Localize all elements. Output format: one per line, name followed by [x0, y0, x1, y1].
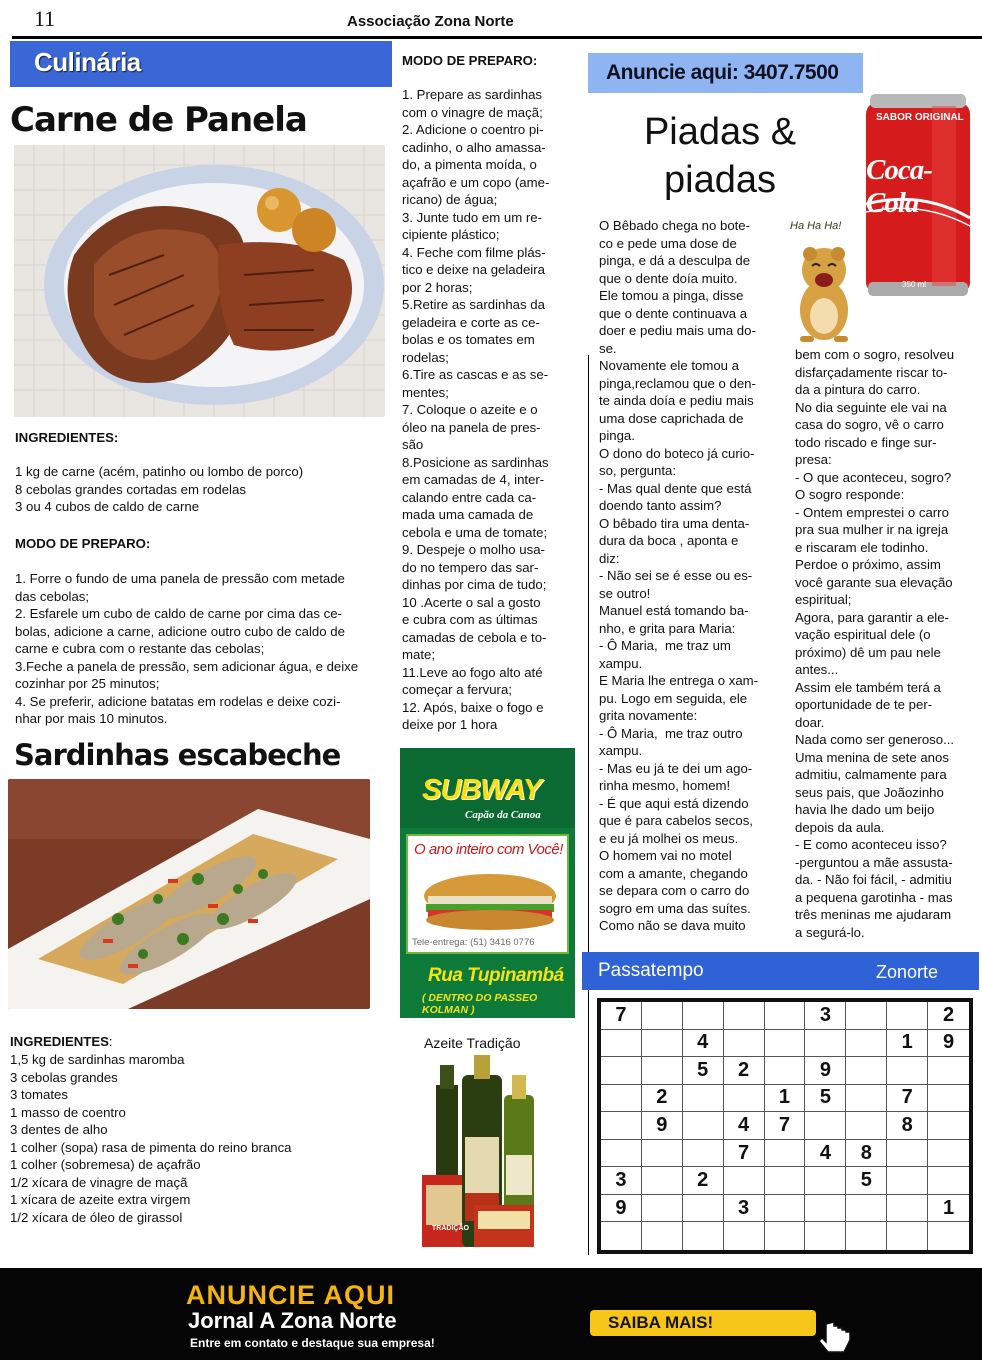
- sudoku-cell[interactable]: 2: [724, 1057, 765, 1085]
- sudoku-cell[interactable]: [928, 1057, 969, 1085]
- sudoku-cell[interactable]: [683, 1112, 724, 1140]
- sudoku-cell[interactable]: [846, 1085, 887, 1113]
- jokes-title: Piadas & piadas: [643, 111, 797, 201]
- sudoku-cell[interactable]: [928, 1085, 969, 1113]
- sudoku-cell[interactable]: [683, 1085, 724, 1113]
- sudoku-cell[interactable]: 7: [601, 1002, 642, 1030]
- ingredients-list-2: 1,5 kg de sardinhas maromba 3 cebolas grandes 3 tomates 1 masso de coentro 3 dentes de alho 1 colher (sopa) rasa de pimenta do reino branca 1 colher (sobremesa) de açafrão 1/2 xícara de vinagre de maçã 1 xícara de azeite extra virgem 1/2 xícara de óleo de girassol: [10, 1052, 292, 1225]
- sudoku-cell[interactable]: [642, 1002, 683, 1030]
- sudoku-cell[interactable]: 1: [928, 1195, 969, 1223]
- sudoku-cell[interactable]: [887, 1195, 928, 1223]
- sudoku-cell[interactable]: 2: [683, 1167, 724, 1195]
- sudoku-cell[interactable]: 7: [887, 1085, 928, 1113]
- sudoku-cell[interactable]: [928, 1112, 969, 1140]
- coke-brand: Coca-Cola: [866, 154, 932, 219]
- sudoku-cell[interactable]: [601, 1222, 642, 1250]
- azeite-caption: Azeite Tradição: [424, 1035, 521, 1051]
- sudoku-cell[interactable]: [601, 1140, 642, 1168]
- sudoku-cell[interactable]: [683, 1222, 724, 1250]
- azeite-label: TRADIÇÃO: [432, 1225, 469, 1232]
- hamster-bubble: Ha Ha Ha!: [790, 220, 842, 232]
- sudoku-cell[interactable]: [601, 1057, 642, 1085]
- sudoku-cell[interactable]: 9: [805, 1057, 846, 1085]
- sudoku-cell[interactable]: 3: [601, 1167, 642, 1195]
- sudoku-cell[interactable]: [724, 1167, 765, 1195]
- header-rule: [12, 36, 982, 39]
- sudoku-cell[interactable]: 4: [805, 1140, 846, 1168]
- sudoku-cell[interactable]: [724, 1085, 765, 1113]
- sudoku-cell[interactable]: [928, 1140, 969, 1168]
- sudoku-cell[interactable]: [642, 1030, 683, 1058]
- sudoku-cell[interactable]: 8: [846, 1140, 887, 1168]
- sudoku-cell[interactable]: [642, 1167, 683, 1195]
- azeite-image[interactable]: [416, 1055, 548, 1255]
- jokes-column-1: O Bêbado chega no bote- co e pede uma dose de pinga, e dá a desculpa de que o dente doía muito. Ele tomou a pinga, disse que o dente continuava a doer e pediu mais uma do- se. Novamente ele tomou a pinga,reclamou que o den- te ainda doía e pediu mais uma dose caprichada de pinga. O dono do boteco já curio- so, pergunta: - Mas qual dente que está doendo tanto assim? O bêbado tira uma denta- dura da boca , aponta e diz: - Não sei se é esse ou es- se outro! Manuel está tomando ba- nho, e grita para Maria: - Ô Maria, me traz um xampu. E Maria lhe entrega o xam- pu. Logo em seguida, ele grita novamente: - Ô Maria, me traz outro xampu. - Mas eu já te dei um ago- rinha mesmo, homem! - É que aqui está dizendo que é para cabelos secos, e eu já molhei os meus. O homem vai no motel com a amante, chegando se depara com o carro do sogro em uma das suítes. Como não se dava muito: [599, 218, 759, 933]
- sudoku-cell[interactable]: [887, 1140, 928, 1168]
- coke-volume: 350 ml: [902, 280, 927, 289]
- sudoku-cell[interactable]: [765, 1002, 806, 1030]
- sudoku-cell[interactable]: [683, 1140, 724, 1168]
- sandwich-icon: [420, 866, 560, 936]
- sudoku-cell[interactable]: 9: [928, 1030, 969, 1058]
- sudoku-cell[interactable]: [724, 1222, 765, 1250]
- sudoku-cell[interactable]: [928, 1167, 969, 1195]
- sudoku-cell[interactable]: [642, 1057, 683, 1085]
- sudoku-cell[interactable]: 3: [724, 1195, 765, 1223]
- sudoku-cell[interactable]: 9: [642, 1112, 683, 1140]
- sudoku-cell[interactable]: 8: [887, 1112, 928, 1140]
- ingredients-heading-2-label: INGREDIENTES: [10, 1034, 109, 1049]
- section-header-culinaria: [10, 41, 392, 87]
- sudoku-cell[interactable]: [805, 1195, 846, 1223]
- recipe-title-carne: Carne de Panela: [10, 100, 307, 140]
- recipe-title-sardinhas: Sardinhas escabeche: [14, 738, 341, 772]
- jokes-column-2: bem com o sogro, resolveu disfarçadamente riscar to- da a pintura do carro. No dia seguinte ele vai na casa do sogro, vê o carro todo riscado e finge sur- presa: - O que aconteceu, sogro? O sogro responde: - Ontem emprestei o carro pra sua mulher ir na igreja e riscaram ele todinho. Perdoe o próximo, assim você garante sua elevação espiritual; Agora, para garantir a ele- vação espiritual dele (o próximo) dê um pau nele antes... Assim ele também terá a oportunidade de te per- doar. Nada como ser generoso... Uma menina de sete anos admitiu, calmamente para seus pais, que Joãozinho havia lhe dado um beijo depois da aula. - E como aconteceu isso? -perguntou a mãe assusta- da. - Não foi fácil, - admitiu a pequena garotinha - mas três meninas me ajudaram a segurá-lo.: [795, 347, 955, 940]
- sudoku-cell[interactable]: [683, 1195, 724, 1223]
- sudoku-cell[interactable]: 9: [601, 1195, 642, 1223]
- ingredients-heading-2: INGREDIENTES:: [10, 1034, 113, 1049]
- publication-name: Associação Zona Norte: [347, 13, 514, 30]
- sudoku-cell[interactable]: [846, 1222, 887, 1250]
- method-steps: 1. Forre o fundo de uma panela de pressão com metade das cebolas; 2. Esfarele um cubo de caldo de carne por cima das ce- bolas, adicione a carne, adicione outro cubo de caldo de carne e cubra com o restante das cebolas; 3.Feche a panela de pressão, sem adicionar água, e deixe cozinhar por 25 minutos; 4. Se preferir, adicione batatas em rodelas e deixe cozi- nhar por mais 10 minutos.: [15, 571, 359, 726]
- sudoku-cell[interactable]: [765, 1222, 806, 1250]
- passatempo-brand: Zonorte: [876, 962, 939, 982]
- page-number: 11: [34, 6, 56, 31]
- sudoku-cell[interactable]: [601, 1112, 642, 1140]
- sudoku-cell[interactable]: [765, 1140, 806, 1168]
- sudoku-cell[interactable]: [765, 1195, 806, 1223]
- footer-headline: ANUNCIE AQUI: [186, 1280, 396, 1310]
- sudoku-cell[interactable]: 2: [642, 1085, 683, 1113]
- sudoku-cell[interactable]: [724, 1002, 765, 1030]
- sudoku-cell[interactable]: [683, 1002, 724, 1030]
- sudoku-cell[interactable]: 5: [846, 1167, 887, 1195]
- passatempo-title: Passatempo: [598, 960, 704, 981]
- passatempo-header: [582, 952, 979, 990]
- sudoku-cell[interactable]: [601, 1085, 642, 1113]
- sudoku-cell[interactable]: [846, 1057, 887, 1085]
- sudoku-cell[interactable]: [642, 1195, 683, 1223]
- sudoku-cell[interactable]: [887, 1057, 928, 1085]
- coke-can-image: [862, 92, 974, 302]
- subway-phone: Tele-entrega: (51) 3416 0776: [412, 937, 535, 948]
- sudoku-cell[interactable]: 1: [887, 1030, 928, 1058]
- sudoku-cell[interactable]: 1: [765, 1085, 806, 1113]
- subway-slogan: O ano inteiro com Você!: [414, 841, 563, 858]
- footer-tagline: Entre em contato e destaque sua empresa!: [190, 1336, 435, 1350]
- column-divider: [588, 355, 589, 1255]
- sudoku-cell[interactable]: [928, 1222, 969, 1250]
- sudoku-cell[interactable]: 5: [683, 1057, 724, 1085]
- sudoku-cell[interactable]: 5: [805, 1085, 846, 1113]
- subway-logo: SUBWAY: [422, 774, 542, 806]
- method-steps-2: 1. Prepare as sardinhas com o vinagre de maçã; 2. Adicione o coentro pi- cadinho, o alho amassa- do, a pimenta moída, o açafrão e um copo (ame- ricano) de água; 3. Junte tudo em um re- cipiente plástico; 4. Feche com filme plás- tico e deixe na geladeira por 2 horas; 5.Retire as sardinhas da geladeira e corte as ce- bolas e os tomates em rodelas; 6.Tire as cascas e as se- mentes; 7. Coloque o azeite e o óleo na panela de pres- são 8.Posicione as sardinhas em camadas de 4, inter- calando entre cada ca- mada uma camada de cebola e uma de tomate; 9. Despeje o molho usa- do no tempero das sar- dinhas por cima de tudo; 10 .Acerte o sal a gosto e cubra com as últimas camadas de cebola e to- mate; 11.Leve ao fogo alto até começar a fervura; 12. Após, baixe o fogo e deixe por 1 hora: [402, 87, 550, 732]
- advertise-box[interactable]: [588, 53, 863, 93]
- sudoku-cell[interactable]: [642, 1140, 683, 1168]
- sudoku-cell[interactable]: [887, 1222, 928, 1250]
- coke-top-label: SABOR ORIGINAL: [876, 112, 964, 123]
- footer-ad-banner[interactable]: [0, 1268, 982, 1360]
- subway-street: Rua Tupinambá: [428, 965, 564, 986]
- saiba-mais-label: SAIBA MAIS!: [608, 1313, 714, 1332]
- ingredients-heading: INGREDIENTES:: [15, 430, 119, 445]
- subway-ad[interactable]: [400, 748, 575, 1018]
- carne-photo: [14, 145, 385, 417]
- sudoku-cell[interactable]: [846, 1002, 887, 1030]
- sudoku-cell[interactable]: [765, 1057, 806, 1085]
- sudoku-grid[interactable]: [597, 998, 973, 1254]
- advertise-text: Anuncie aqui: 3407.7500: [606, 61, 839, 84]
- sudoku-cell[interactable]: [724, 1030, 765, 1058]
- sudoku-cell[interactable]: 2: [928, 1002, 969, 1030]
- method-heading-2: MODO DE PREPARO:: [402, 53, 538, 68]
- footer-subline: Jornal A Zona Norte: [188, 1308, 397, 1333]
- saiba-mais-button[interactable]: [590, 1310, 816, 1336]
- sudoku-cell[interactable]: [805, 1222, 846, 1250]
- sudoku-cell[interactable]: [805, 1112, 846, 1140]
- sudoku-cell[interactable]: [601, 1030, 642, 1058]
- sudoku-cell[interactable]: [805, 1167, 846, 1195]
- sudoku-cell[interactable]: [765, 1030, 806, 1058]
- laughing-hamster-image: [788, 214, 860, 344]
- subway-note: ( DENTRO DO PASSEO KOLMAN ): [422, 992, 538, 1016]
- sardinhas-photo: [8, 779, 370, 1009]
- sudoku-cell[interactable]: [805, 1030, 846, 1058]
- sandwich-panel: [406, 834, 569, 954]
- sudoku-cell[interactable]: 3: [805, 1002, 846, 1030]
- sudoku-cell[interactable]: 7: [765, 1112, 806, 1140]
- sudoku-cell[interactable]: [846, 1112, 887, 1140]
- sudoku-cell[interactable]: [887, 1167, 928, 1195]
- sudoku-cell[interactable]: [642, 1222, 683, 1250]
- sudoku-cell[interactable]: [887, 1002, 928, 1030]
- ingredients-list: 1 kg de carne (acém, patinho ou lombo de porco) 8 cebolas grandes cortadas em rodelas 3 ou 4 cubos de caldo de carne: [15, 464, 304, 514]
- sudoku-cell[interactable]: [846, 1030, 887, 1058]
- sudoku-cell[interactable]: 4: [724, 1112, 765, 1140]
- sudoku-cell[interactable]: [846, 1195, 887, 1223]
- subway-location: Capão da Canoa: [465, 809, 541, 821]
- sudoku-cell[interactable]: 4: [683, 1030, 724, 1058]
- sudoku-cell[interactable]: 7: [724, 1140, 765, 1168]
- section-title: Culinária: [34, 47, 141, 77]
- hand-cursor-icon: [818, 1322, 854, 1354]
- method-heading: MODO DE PREPARO:: [15, 536, 151, 551]
- sudoku-cell[interactable]: [765, 1167, 806, 1195]
